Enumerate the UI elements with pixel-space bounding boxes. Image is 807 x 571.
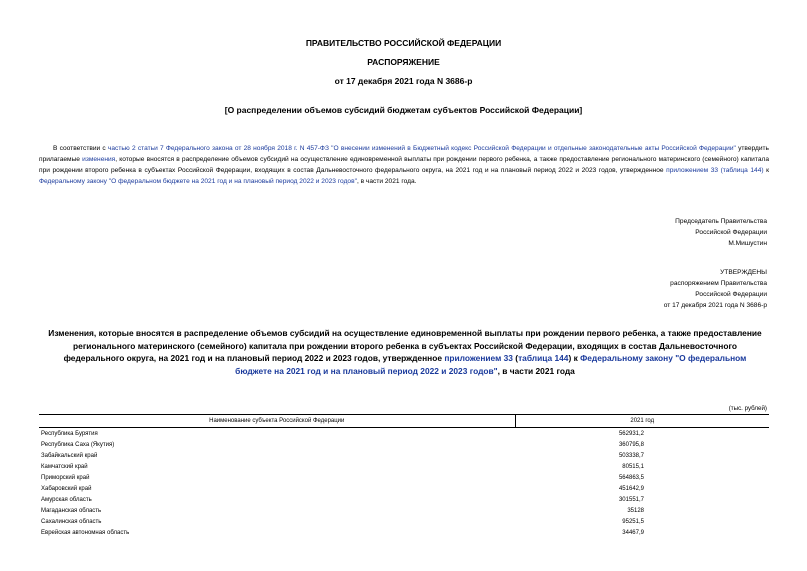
amount-cell: 503338,7: [618, 452, 644, 459]
table-row: [39, 517, 769, 528]
signature-name: М.Мишустин: [728, 240, 767, 247]
annex-table-144-link[interactable]: таблица 144: [518, 353, 569, 363]
law-457-link[interactable]: частью 2 статьи 7 Федерального закона от 28 ноября 2018 г. N 457-ФЗ "О внесении изменений в Бюджетный кодекс Российской Федерации и отдельные законодательные акты Российской Федерации": [107, 145, 736, 152]
annex-text: , в части 2021 года: [497, 365, 575, 376]
amount-cell: 564863,5: [618, 474, 644, 481]
paragraph-text: , в части 2021 года.: [356, 178, 417, 185]
column-header-year: 2021 год: [515, 415, 769, 428]
amount-cell: 35128: [627, 508, 644, 515]
doc-title: [О распределении объемов субсидий бюджетам субъектов Российской Федерации]: [224, 105, 583, 115]
signature-block: [467, 216, 767, 249]
doc-type-heading: РАСПОРЯЖЕНИЕ: [367, 57, 440, 67]
amount-cell: 360795,8: [618, 441, 644, 448]
appendix-33-link[interactable]: приложением 33 (таблица 144): [666, 167, 764, 174]
amount-cell: 451642,9: [618, 486, 644, 493]
approval-line: от 17 декабря 2021 года N 3686-р: [663, 302, 767, 309]
annex-appendix-33-link[interactable]: приложением 33: [444, 353, 513, 363]
annex-federal-law-link[interactable]: Федеральному закону "О федеральном бюджете на 2021 год и на плановый период 2022 и 2023 годов": [235, 353, 747, 376]
table-row: [39, 495, 769, 506]
region-cell: Еврейская автономная область: [41, 530, 130, 537]
signature-org: Российской Федерации: [695, 229, 767, 236]
region-cell: Республика Бурятия: [41, 430, 98, 437]
amount-cell: 562931,2: [618, 430, 644, 437]
signature-position: Председатель Правительства: [675, 218, 767, 225]
approval-line: Российской Федерации: [695, 291, 767, 298]
units-label: (тыс. рублей): [728, 405, 767, 412]
changes-link[interactable]: изменения: [82, 156, 116, 163]
paragraph-text: , которые вносятся в распределение объемов субсидий на осуществление единовременной выплаты при рождении первого ребенка, а также предоставление регионального материнского (семейного) капитала при рождении второго ребенка в субъектах Российской Федерации, входящих в состав Дальневосточного федерального округа, на 2021 год и на плановый период 2022 и 2023 годов, утвержденное: [39, 156, 769, 174]
table-row: [39, 439, 769, 450]
amount-cell: 80515,1: [622, 463, 644, 470]
decree-paragraph: [39, 143, 769, 187]
table-row: [39, 528, 769, 539]
region-cell: Камчатский край: [41, 463, 88, 470]
region-cell: Сахалинская область: [41, 519, 102, 526]
amount-cell: 34467,9: [622, 530, 644, 537]
annex-title: [45, 327, 765, 377]
approval-block: [467, 267, 767, 311]
amount-cell: 301551,7: [618, 497, 644, 504]
table-row: [39, 506, 769, 517]
annex-text: ) к: [568, 353, 581, 363]
table-row: [39, 461, 769, 472]
region-cell: Приморский край: [41, 474, 90, 481]
region-cell: Магаданская область: [41, 508, 102, 515]
table-row: [39, 472, 769, 483]
region-cell: Республика Саха (Якутия): [41, 441, 115, 448]
paragraph-text: В соответствии с: [53, 145, 108, 152]
subsidy-table: [39, 414, 769, 539]
table-header-row: [39, 415, 769, 428]
annex-text: Изменения, которые вносятся в распределение объемов субсидий на осуществление единовременной выплаты при рождении первого ребенка, а также предоставление регионального материнского (семейного) капитала при рождении второго ребенка в субъектах Российской Федерации, входящих в состав Дальневосточного федерального округа, на 2021 год и на плановый период 2022 и 2023 годов, утвержденное: [48, 328, 762, 363]
table-row: [39, 483, 769, 494]
annex-text: (: [512, 353, 519, 363]
column-header-region: Наименование субъекта Российской Федерации: [39, 415, 515, 428]
government-heading: ПРАВИТЕЛЬСТВО РОССИЙСКОЙ ФЕДЕРАЦИИ: [305, 38, 502, 48]
paragraph-text: к: [763, 167, 769, 174]
amount-cell: 95251,5: [622, 519, 644, 526]
region-cell: Амурская область: [41, 497, 92, 504]
doc-date-heading: от 17 декабря 2021 года N 3686-р: [334, 76, 473, 86]
table-row: [39, 428, 769, 440]
approval-line: распоряжением Правительства: [670, 280, 767, 287]
federal-law-link[interactable]: Федеральному закону "О федеральном бюджете на 2021 год и на плановый период 2022 и 2023 годов": [39, 178, 357, 185]
approval-line: УТВЕРЖДЕНЫ: [720, 269, 767, 276]
region-cell: Забайкальский край: [41, 452, 98, 459]
region-cell: Хабаровский край: [41, 486, 92, 493]
paragraph-text: утвердить прилагаемые: [39, 145, 769, 163]
table-row: [39, 450, 769, 461]
